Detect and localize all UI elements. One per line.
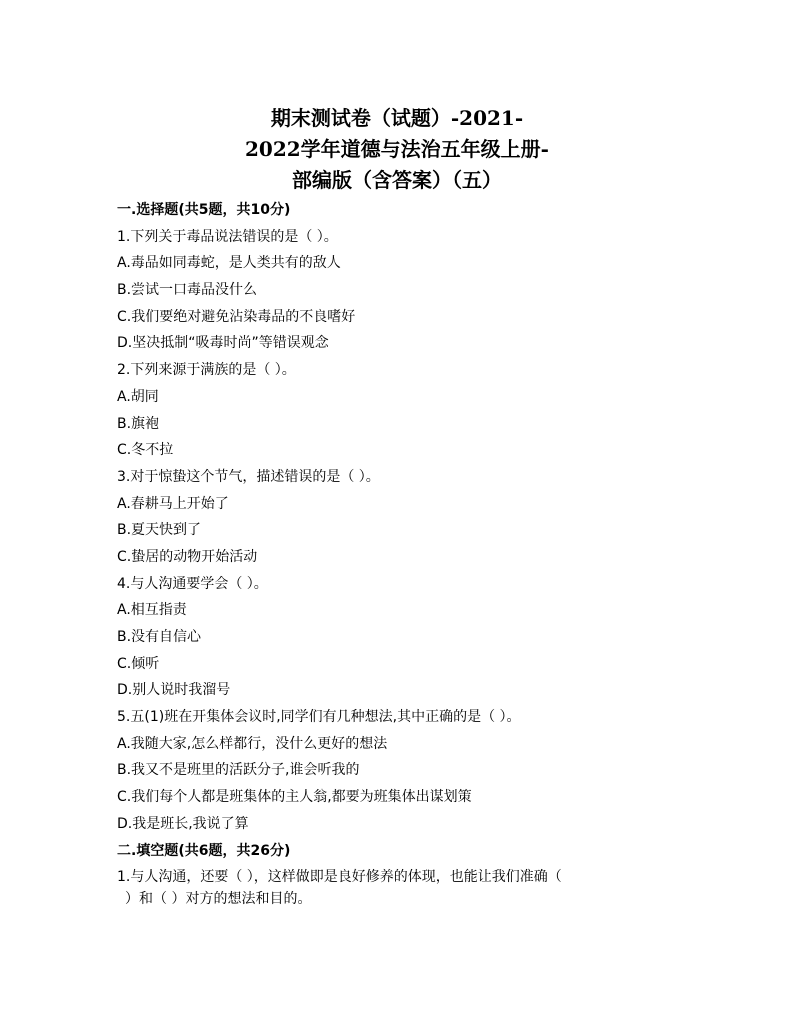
question-option: A.春耕马上开始了 bbox=[117, 495, 229, 512]
question-option: A.毒品如同毒蛇，是人类共有的敌人 bbox=[117, 255, 341, 272]
question-option: C.我们要绝对避免沾染毒品的不良嗜好 bbox=[117, 308, 356, 325]
question-option: A.相互指责 bbox=[117, 602, 187, 619]
question-option: C.蛰居的动物开始活动 bbox=[117, 548, 258, 565]
question-stem: 4.与人沟通要学会（ ）。 bbox=[117, 575, 268, 592]
question-option: B.旗袍 bbox=[117, 415, 160, 432]
question-1 bbox=[117, 224, 677, 357]
title-line-3: 部编版（含答案）（五） bbox=[292, 168, 502, 192]
question-2 bbox=[117, 357, 677, 464]
question-option: D.我是班长,我说了算 bbox=[117, 815, 249, 832]
document-title bbox=[0, 103, 794, 196]
question-4 bbox=[117, 571, 677, 704]
question-option: C.冬不拉 bbox=[117, 442, 174, 459]
question-stem: 1.下列关于毒品说法错误的是（ ）。 bbox=[117, 228, 338, 245]
question-option: C.我们每个人都是班集体的主人翁,都要为班集体出谋划策 bbox=[117, 789, 472, 806]
fill-question-1 bbox=[117, 866, 677, 910]
question-stem: 2.下列来源于满族的是（ ）。 bbox=[117, 362, 296, 379]
question-option: A.我随大家,怎么样都行，没什么更好的想法 bbox=[117, 735, 388, 752]
section-heading-fill: 二.填空题(共6题，共26分) bbox=[117, 842, 291, 859]
question-option: B.我又不是班里的活跃分子,谁会听我的 bbox=[117, 762, 360, 779]
question-option: C.倾听 bbox=[117, 655, 160, 672]
question-3 bbox=[117, 464, 677, 571]
question-option: D.别人说时我溜号 bbox=[117, 682, 231, 699]
question-option: B.夏天快到了 bbox=[117, 522, 202, 539]
question-option: D.坚决抵制“吸毒时尚”等错误观念 bbox=[117, 335, 329, 352]
question-option: A.胡同 bbox=[117, 388, 159, 405]
question-option: B.没有自信心 bbox=[117, 629, 202, 645]
exam-content bbox=[117, 197, 677, 910]
question-stem: 5.五(1)班在开集体会议时,同学们有几种想法,其中正确的是（ ）。 bbox=[117, 709, 521, 726]
question-5 bbox=[117, 704, 677, 837]
fill-question-line: ）和（ ）对方的想法和目的。 bbox=[125, 891, 312, 908]
section-heading-choice: 一.选择题(共5题，共10分) bbox=[117, 202, 291, 218]
fill-question-line: 1.与人沟通，还要（ ），这样做即是良好修养的体现，也能让我们准确（ bbox=[117, 869, 562, 886]
question-stem: 3.对于惊蛰这个节气，描述错误的是（ ）。 bbox=[117, 468, 380, 485]
title-line-2: 2022学年道德与法治五年级上册- bbox=[245, 137, 549, 161]
title-line-1: 期末测试卷（试题）-2021- bbox=[270, 106, 524, 130]
question-option: B.尝试一口毒品没什么 bbox=[117, 282, 258, 299]
